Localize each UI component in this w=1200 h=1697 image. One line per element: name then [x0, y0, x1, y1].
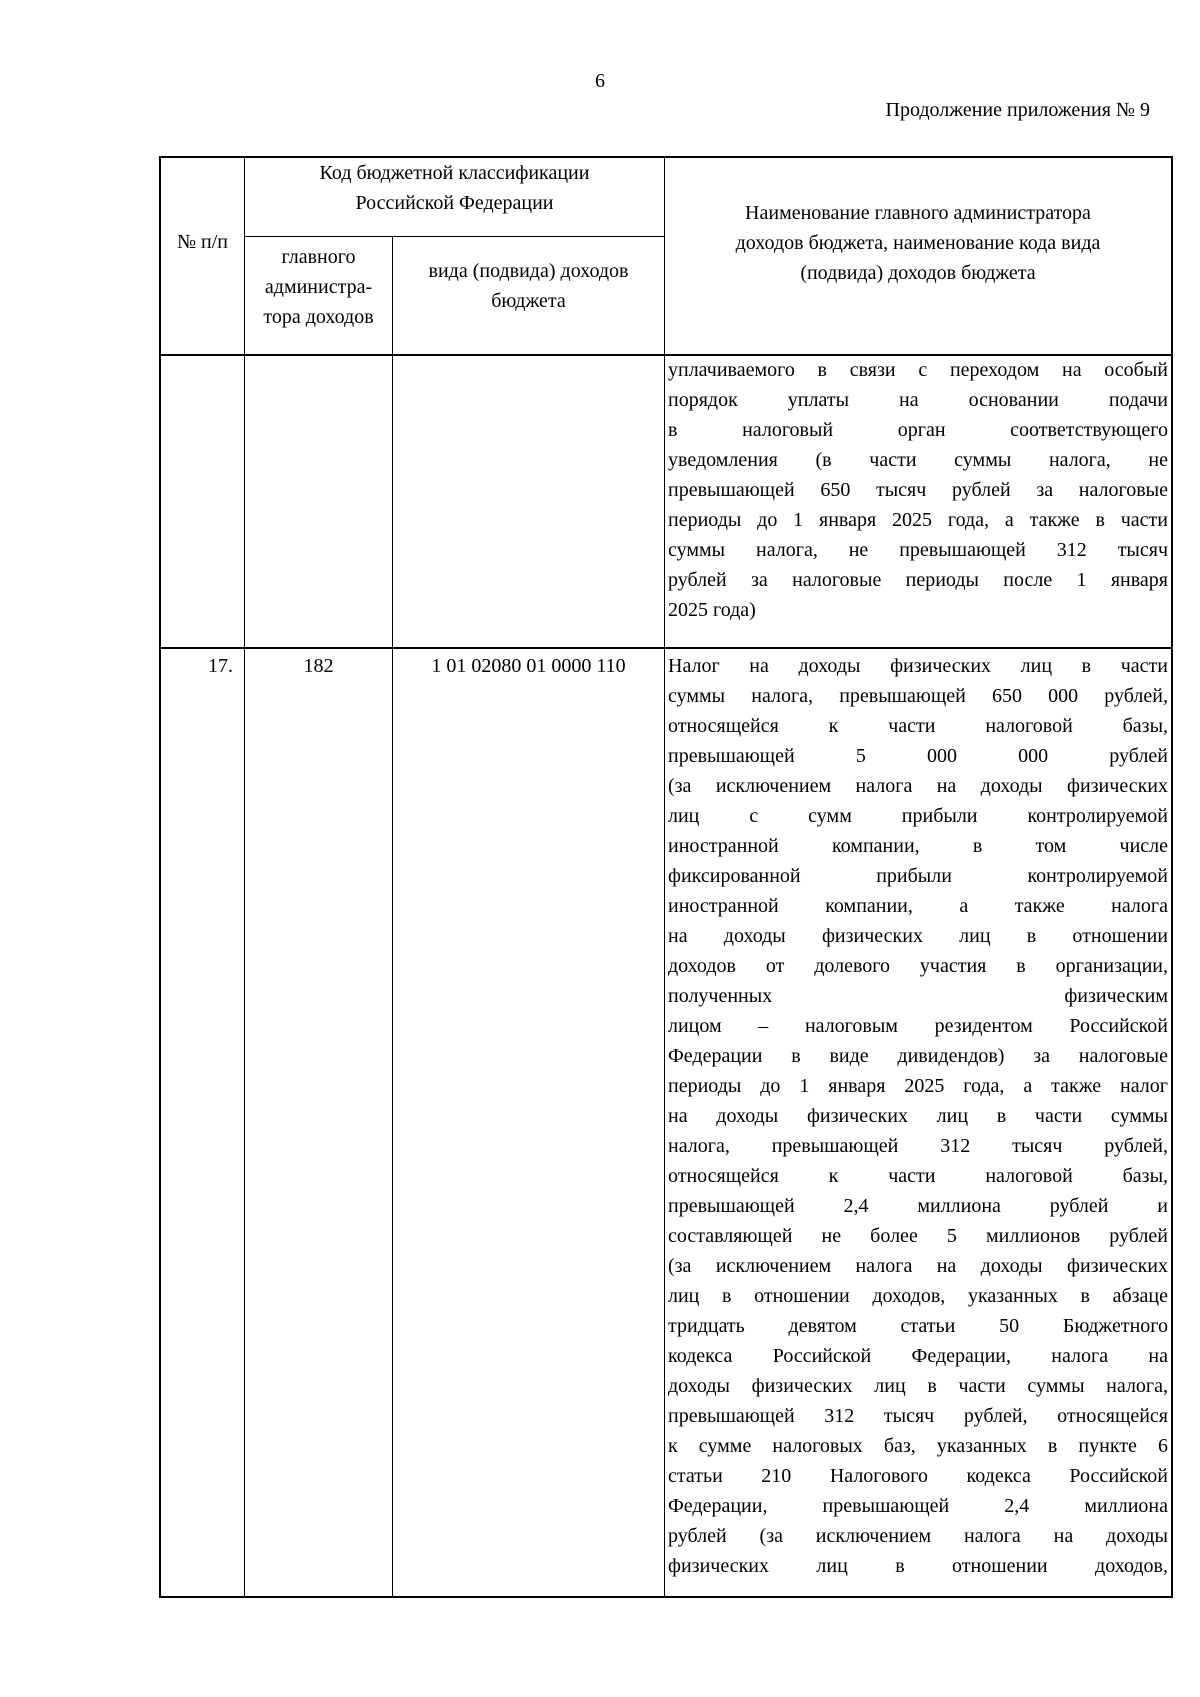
row-17-admin-code: 182 — [303, 655, 334, 677]
appendix-note: Продолжение приложения № 9 — [885, 99, 1150, 121]
row-1-name: уплачиваемого в связи с переходом на особый порядок уплаты на основании подачи в налоговый орган соответствующего уведомления (в части суммы налога, не превышающей 650 тысяч рублей за налоговые периоды до 1 января 2025 года, а также в части суммы налога, не превышающей 312 тысяч рублей за налоговые периоды после 1 января 2025 года) — [668, 359, 1168, 621]
header-admin-code: главного администра- тора доходов — [263, 246, 374, 328]
header-kbk-title: Код бюджетной классификации Российской Федерации — [319, 162, 590, 214]
header-name: Наименование главного администратора доходов бюджета, наименование кода вида (подвида) доходов бюджета — [735, 202, 1101, 284]
row-17-income-code: 1 01 02080 01 0000 110 — [431, 655, 626, 677]
header-num: № п/п — [176, 231, 229, 253]
row-17-name: Налог на доходы физических лиц в части суммы налога, превышающей 650 000 рублей, относящейся к части налоговой базы, превышающей 5 000 000 рублей (за исключением налога на доходы физических лиц с сумм прибыли контролируемой иностранной компании, в том числе фиксированной прибыли контролируемой иностранной компании, а также налога на доходы физических лиц в отношении доходов от долевого участия в организации, полученных физическим лицом – налоговым резидентом Российской Федерации в виде дивидендов) за налоговые периоды до 1 января 2025 года, а также налог на доходы физических лиц в части суммы налога, превышающей 312 тысяч рублей, относящейся к части налоговой базы, превышающей 2,4 миллиона рублей и составляющей не более 5 миллионов рублей (за исключением налога на доходы физических лиц в отношении доходов, указанных в абзаце тридцать девятом статьи 50 Бюджетного кодекса Российской Федерации, налога на доходы физических лиц в части суммы налога, превышающей 312 тысяч рублей, относящейся к сумме налоговых баз, указанных в пункте 6 статьи 210 Налогового кодекса Российской Федерации, превышающей 2,4 миллиона рублей (за исключением налога на доходы физических лиц в отношении доходов, — [668, 655, 1168, 1577]
page-number: 6 — [595, 70, 605, 92]
row-17-num: 17. — [208, 655, 233, 677]
header-income-code: вида (подвида) доходов бюджета — [428, 260, 629, 312]
